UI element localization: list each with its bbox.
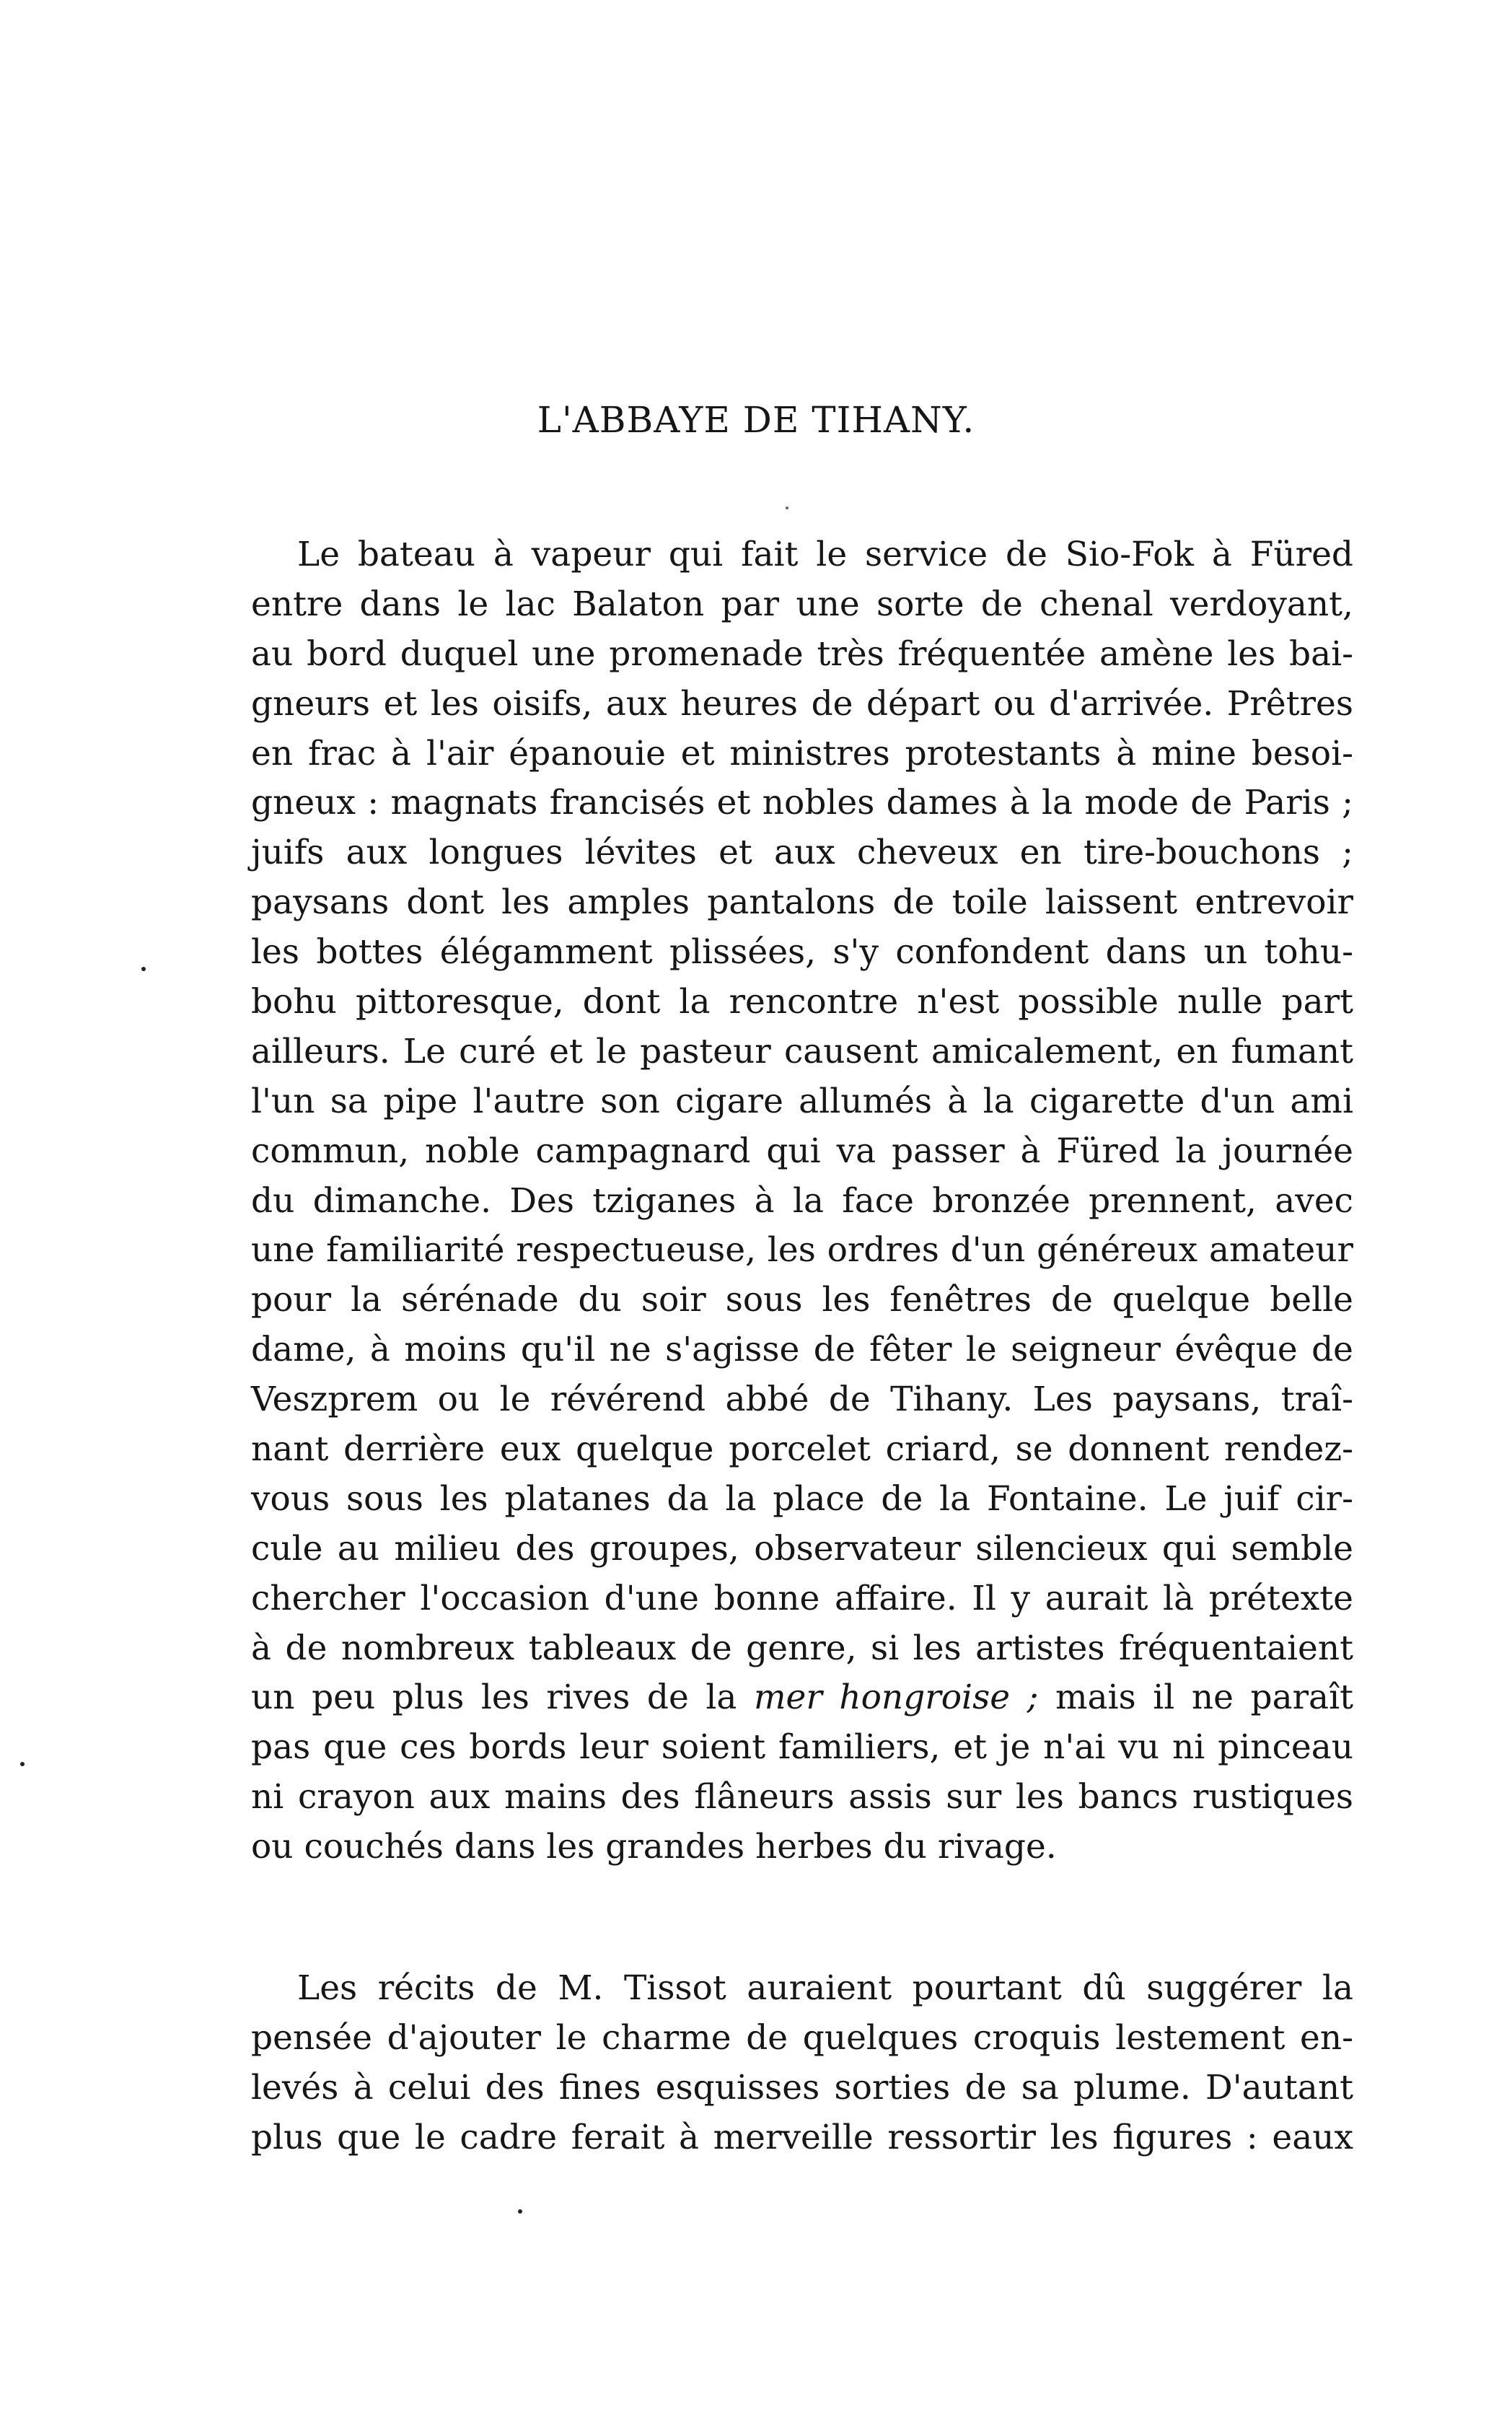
text-line: bohu pittoresque, dont la rencontre n'est possible nulle part xyxy=(251,982,1353,1022)
text-line: ailleurs. Le curé et le pasteur causent amicalement, en fumant xyxy=(251,1031,1353,1071)
text-line: paysans dont les amples pantalons de toile laissent entrevoir xyxy=(251,882,1353,923)
line-text-before: un peu plus les rives de la xyxy=(251,1678,754,1718)
text-line: vous sous les platanes da la place de la Fontaine. Le juif cir- xyxy=(251,1478,1353,1519)
chapter-heading: L'ABBAYE DE TIHANY. xyxy=(537,399,975,441)
text-line: juifs aux longues lévites et aux cheveux en tire-bouchons ; xyxy=(251,833,1353,873)
italic-phrase: mer hongroise ; xyxy=(753,1678,1039,1718)
paragraph-1 xyxy=(251,530,1353,1872)
text-line: au bord duquel une promenade très fréquentée amène les bai- xyxy=(251,633,1353,674)
text-line: pour la sérénade du soir sous les fenêtres de quelque belle xyxy=(251,1280,1353,1320)
paragraph-gap xyxy=(251,1872,1353,1964)
text-line: ou couchés dans les grandes herbes du rivage. xyxy=(251,1827,1057,1867)
text-line: à de nombreux tableaux de genre, si les artistes fréquentaient xyxy=(251,1628,1353,1668)
text-line: chercher l'occasion d'une bonne affaire. Il y aurait là prétexte xyxy=(251,1578,1353,1618)
text-line: Le bateau à vapeur qui fait le service de Sio-Fok à Füred xyxy=(297,535,1353,574)
margin-speck xyxy=(141,967,146,971)
text-line: en frac à l'air épanouie et ministres protestants à mine besoi- xyxy=(251,733,1353,773)
text-line: une familiarité respectueuse, les ordres d'un généreux amateur xyxy=(251,1230,1353,1271)
text-line: ni crayon aux mains des flâneurs assis sur les bancs rustiques xyxy=(251,1777,1353,1817)
text-line-with-italic xyxy=(251,1673,1353,1723)
text-line: commun, noble campagnard qui va passer à Füred la journée xyxy=(251,1131,1353,1171)
text-line: pensée d'ajouter le charme de quelques croquis lestement en- xyxy=(251,2017,1353,2058)
text-line: plus que le cadre ferait à merveille ressortir les figures : eaux xyxy=(251,2117,1353,2157)
text-line: les bottes élégamment plissées, s'y confondent dans un tohu- xyxy=(251,932,1353,973)
chapter-body xyxy=(251,530,1353,2163)
text-line: entre dans le lac Balaton par une sorte de chenal verdoyant, xyxy=(251,584,1353,624)
printer-dot xyxy=(786,507,788,509)
margin-speck xyxy=(518,2209,522,2214)
text-line: gneurs et les oisifs, aux heures de départ ou d'arrivée. Prêtres xyxy=(251,683,1353,724)
text-line: Veszprem ou le révérend abbé de Tihany. Les paysans, traî- xyxy=(251,1380,1353,1420)
text-line: nant derrière eux quelque porcelet criard, se donnent rendez- xyxy=(251,1429,1353,1470)
paragraph-2 xyxy=(251,1964,1353,2163)
text-line: dame, à moins qu'il ne s'agisse de fêter le seigneur évêque de xyxy=(251,1330,1353,1370)
margin-speck xyxy=(20,1762,25,1766)
text-line: pas que ces bords leur soient familiers, et je n'ai vu ni pinceau xyxy=(251,1727,1353,1768)
line-text-after: mais il ne paraît xyxy=(1038,1678,1354,1718)
text-line: l'un sa pipe l'autre son cigare allumés à la cigarette d'un ami xyxy=(251,1081,1353,1121)
text-line: cule au milieu des groupes, observateur silencieux qui semble xyxy=(251,1528,1353,1569)
text-line: levés à celui des fines esquisses sorties de sa plume. D'autant xyxy=(251,2067,1353,2108)
text-line: gneux : magnats francisés et nobles dames à la mode de Paris ; xyxy=(251,783,1353,823)
text-line: Les récits de M. Tissot auraient pourtant dû suggérer la xyxy=(297,1968,1353,2009)
text-line: du dimanche. Des tziganes à la face bronzée prennent, avec xyxy=(251,1180,1353,1221)
